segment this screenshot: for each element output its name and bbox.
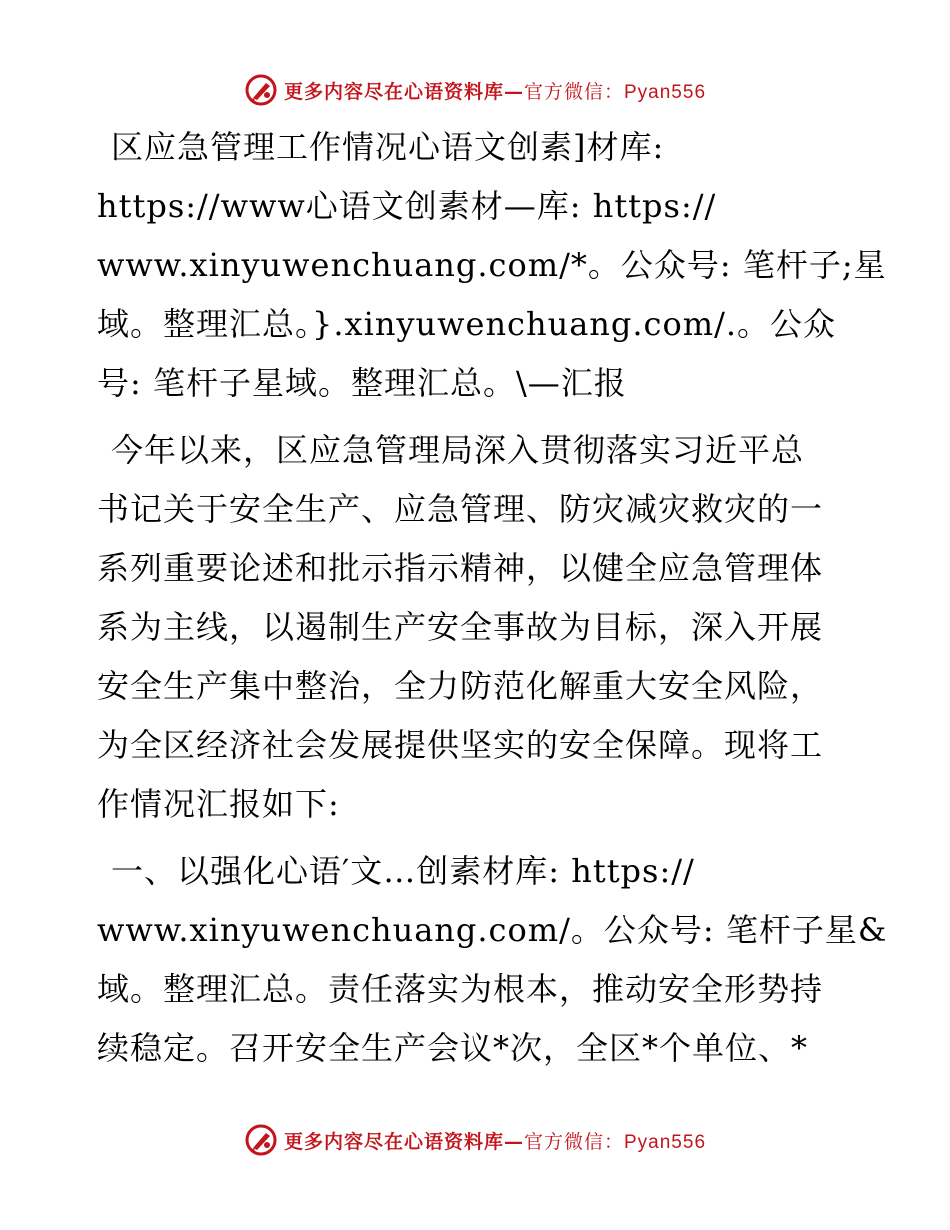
- text-line: 系列重要论述和批示指示精神，以健全应急管理体: [97, 549, 824, 587]
- text-line: https://www心语文创素材—库: https://: [97, 187, 717, 225]
- text-line: 域。整理汇总。责任落实为根本，推动安全形势持: [97, 970, 824, 1008]
- text-line: 为全区经济社会发展提供坚实的安全保障。现将工: [97, 726, 824, 764]
- paragraph-intro: [97, 421, 857, 834]
- header-watermark: [0, 70, 950, 110]
- text-line: 系为主线，以遏制生产安全事故为目标，深入开展: [97, 608, 824, 646]
- pen-logo-icon: [244, 73, 278, 107]
- text-line: 续稳定。召开安全生产会议*次，全区*个单位、*: [97, 1029, 809, 1067]
- pen-logo-icon: [244, 1123, 278, 1157]
- text-line: 今年以来，区应急管理局深入贯彻落实习近平总: [111, 431, 805, 469]
- text-line: 作情况汇报如下:: [97, 785, 340, 823]
- footer-watermark: [0, 1120, 950, 1160]
- text-line: 一、以强化心语′文…创素材库: https://: [111, 852, 695, 890]
- text-line: 域。整理汇总。}.xinyuwenchuang.com/.。公众: [97, 305, 837, 343]
- paragraph-section-one: [97, 842, 888, 1078]
- document-body: [97, 118, 888, 1086]
- text-line: 书记关于安全生产、应急管理、防灾减灾救灾的一: [97, 490, 824, 528]
- text-line: 号: 笔杆子星域。整理汇总。\—汇报: [97, 364, 627, 402]
- watermark-text: 更多内容尽在心语资料库—官方微信：Pyan556: [283, 80, 707, 103]
- text-line: 安全生产集中整治，全力防范化解重大安全风险，: [97, 667, 824, 705]
- watermark-text: 更多内容尽在心语资料库—官方微信：Pyan556: [283, 1130, 707, 1153]
- text-line: www.xinyuwenchuang.com/。公众号: 笔杆子星&: [97, 911, 888, 949]
- text-line: 区应急管理工作情况心语文创素]材库:: [111, 128, 665, 166]
- paragraph-title: [97, 118, 887, 413]
- text-line: www.xinyuwenchuang.com/*。公众号: 笔杆子;星: [97, 246, 887, 284]
